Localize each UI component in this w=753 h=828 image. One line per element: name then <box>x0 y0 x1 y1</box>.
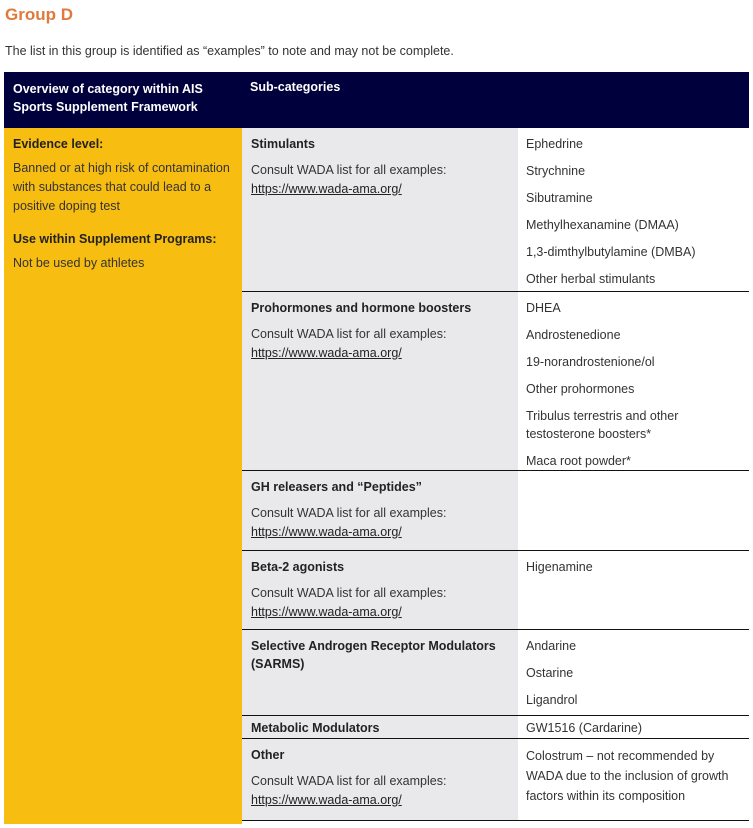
table-row <box>242 551 749 631</box>
examples-cell <box>518 716 749 739</box>
wada-link[interactable]: https://www.wada-ama.org/ <box>251 345 402 360</box>
table-header <box>4 72 749 128</box>
wada-link[interactable]: https://www.wada-ama.org/ <box>251 793 402 807</box>
overview-column <box>4 128 242 824</box>
example-item: Other prohormones <box>526 381 635 396</box>
consult-wada <box>251 161 509 199</box>
wada-link[interactable]: https://www.wada-ama.org/ <box>251 182 402 196</box>
subcategory-rows <box>242 128 749 821</box>
examples-cell <box>518 551 749 630</box>
subcategory-cell <box>242 128 518 291</box>
example-item: 19-norandrostenione/ol <box>526 354 655 369</box>
example-item: DHEA <box>526 300 561 315</box>
header-overview: Overview of category within AIS Sports Supplement Framework <box>13 82 203 114</box>
table-row <box>242 471 749 551</box>
examples-cell <box>518 128 749 291</box>
wada-link[interactable]: https://www.wada-ama.org/ <box>251 604 402 619</box>
examples-cell <box>518 739 749 820</box>
example-item: 1,3-dimthylbutylamine (DMBA) <box>526 245 696 259</box>
evidence-text: Banned or at high risk of contamination with substances that could lead to a positive doping test <box>13 161 230 213</box>
consult-text: Consult WADA list for all examples: <box>251 163 447 177</box>
subcategory-name: Stimulants <box>251 137 315 151</box>
example-item: Strychnine <box>526 164 586 178</box>
consult-text: Consult WADA list for all examples: <box>251 506 447 520</box>
group-title: Group D <box>5 5 73 24</box>
subcategory-name: Beta-2 agonists <box>251 559 345 574</box>
example-item: Other herbal stimulants <box>526 272 656 286</box>
subcategory-cell <box>242 471 518 550</box>
consult-wada <box>251 325 509 363</box>
consult-text: Consult WADA list for all examples: <box>251 326 447 341</box>
example-item: Colostrum – not recommended by WADA due to the inclusion of growth factors within its composition <box>526 749 729 803</box>
wada-link[interactable]: https://www.wada-ama.org/ <box>251 525 402 539</box>
example-item: Ostarine <box>526 666 574 680</box>
consult-wada <box>251 584 509 622</box>
subcategory-name: Prohormones and hormone boosters <box>251 300 472 315</box>
table-row <box>242 630 749 716</box>
examples-cell <box>518 292 749 471</box>
table-row <box>242 716 749 740</box>
example-item: Sibutramine <box>526 191 593 205</box>
example-item: Ephedrine <box>526 137 583 151</box>
consult-text: Consult WADA list for all examples: <box>251 774 447 788</box>
example-item: Androstenedione <box>526 327 621 342</box>
subcategory-cell <box>242 292 518 471</box>
example-item: Ligandrol <box>526 693 578 707</box>
examples-cell <box>518 471 749 550</box>
example-item: Tribulus terrestris and other testosterone boosters* <box>526 408 679 441</box>
example-item: Maca root powder* <box>526 453 631 468</box>
evidence-label: Evidence level: <box>13 137 104 151</box>
intro-text: The list in this group is identified as “examples” to note and may not be complete. <box>5 44 454 58</box>
example-item: GW1516 (Cardarine) <box>526 720 643 735</box>
table-row <box>242 739 749 821</box>
subcategory-cell <box>242 739 518 820</box>
subcategory-cell <box>242 551 518 630</box>
subcategory-cell <box>242 630 518 715</box>
consult-wada <box>251 504 509 542</box>
supplement-table <box>4 72 749 824</box>
use-label: Use within Supplement Programs: <box>13 232 217 246</box>
examples-cell <box>518 630 749 715</box>
table-row <box>242 128 749 292</box>
example-item: Methylhexanamine (DMAA) <box>526 218 679 232</box>
subcategory-name: Selective Androgen Receptor Modulators (SARMS) <box>251 639 496 671</box>
table-row <box>242 292 749 472</box>
subcategory-name: Metabolic Modulators <box>251 720 380 735</box>
example-item: Andarine <box>526 639 577 653</box>
use-text: Not be used by athletes <box>13 256 145 270</box>
example-item: Higenamine <box>526 559 593 574</box>
subcategory-name: Other <box>251 748 285 762</box>
consult-text: Consult WADA list for all examples: <box>251 585 447 600</box>
subcategory-cell <box>242 716 518 739</box>
subcategory-name: GH releasers and “Peptides” <box>251 480 422 494</box>
consult-wada <box>251 772 509 810</box>
header-subcategories: Sub-categories <box>250 80 341 94</box>
